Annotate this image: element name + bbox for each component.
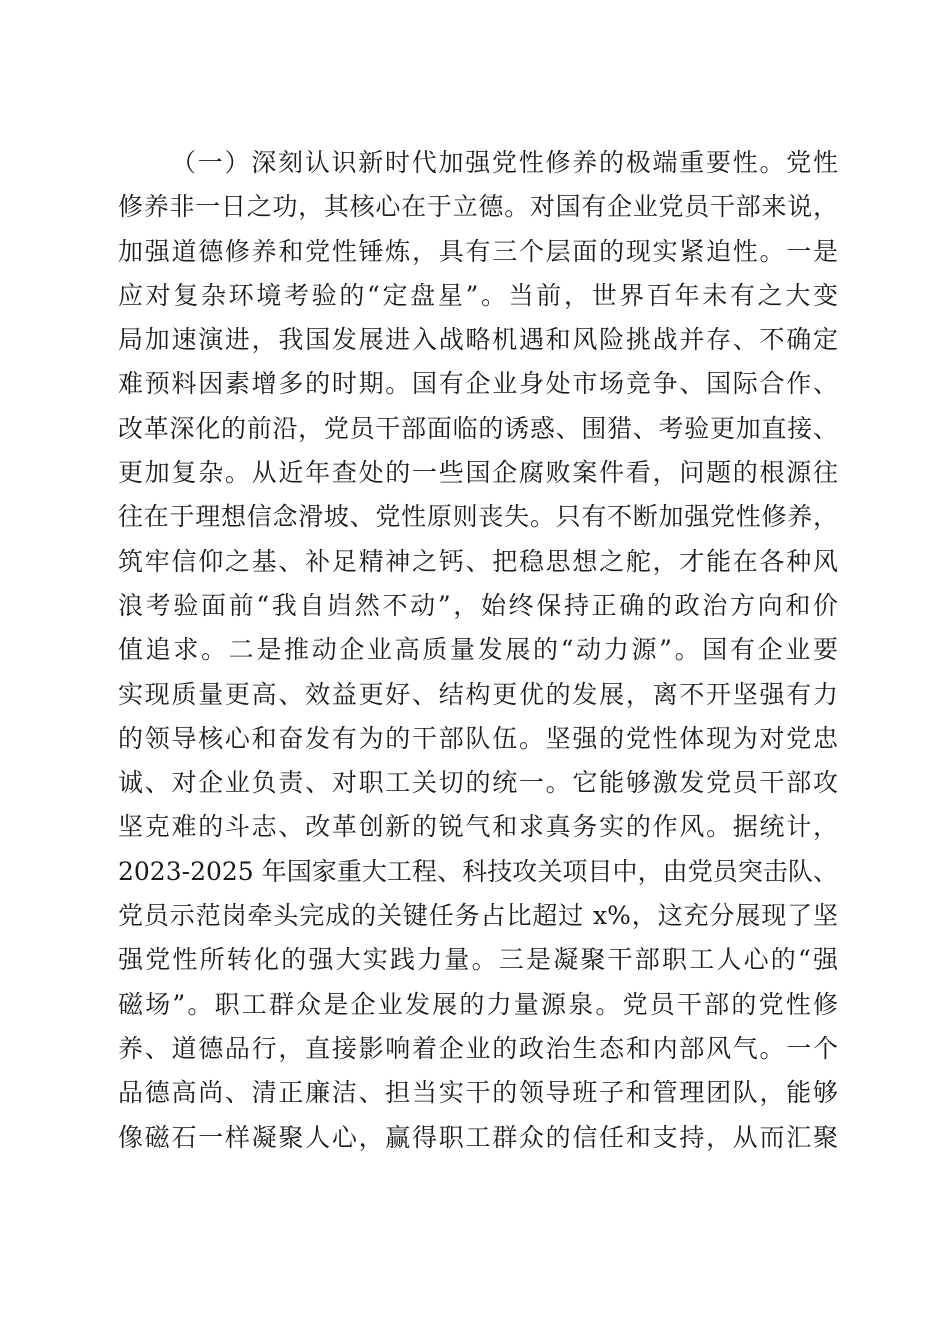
paragraph-line: 养、道德品行，直接影响着企业的政治生态和内部风气。一个 (118, 1033, 838, 1063)
paragraph-line: 更加复杂。从近年查处的一些国企腐败案件看，问题的根源往 (118, 458, 838, 488)
paragraph-line: 浪考验面前“我自岿然不动”，始终保持正确的政治方向和价 (118, 590, 838, 620)
paragraph-line: 值追求。二是推动企业高质量发展的“动力源”。国有企业要 (118, 635, 838, 665)
paragraph-line: 加强道德修养和党性锤炼，具有三个层面的现实紧迫性。一是 (118, 236, 838, 266)
paragraph-line: 实现质量更高、效益更好、结构更优的发展，离不开坚强有力 (118, 679, 838, 709)
paragraph-line: 的领导核心和奋发有为的干部队伍。坚强的党性体现为对党忠 (118, 723, 838, 753)
paragraph-line: 改革深化的前沿，党员干部面临的诱惑、围猎、考验更加直接、 (118, 413, 838, 443)
paragraph-line: 往在于理想信念滑坡、党性原则丧失。只有不断加强党性修养， (118, 502, 838, 532)
paragraph-line: 应对复杂环境考验的“定盘星”。当前，世界百年未有之大变 (118, 280, 838, 310)
paragraph-line: 强党性所转化的强大实践力量。三是凝聚干部职工人心的“强 (118, 945, 838, 975)
paragraph-line: 修养非一日之功，其核心在于立德。对国有企业党员干部来说， (118, 192, 838, 222)
paragraph-line: 局加速演进，我国发展进入战略机遇和风险挑战并存、不确定 (118, 325, 838, 355)
paragraph-line: 难预料因素增多的时期。国有企业身处市场竞争、国际合作、 (118, 369, 838, 399)
paragraph-line: 党员示范岗牵头完成的关键任务占比超过 x%，这充分展现了坚 (118, 901, 838, 931)
paragraph-line: 筑牢信仰之基、补足精神之钙、把稳思想之舵，才能在各种风 (118, 546, 838, 576)
paragraph-line: 坚克难的斗志、改革创新的锐气和求真务实的作风。据统计， (118, 812, 838, 842)
paragraph-line: 2023-2025 年国家重大工程、科技攻关项目中，由党员突击队、 (118, 856, 838, 886)
paragraph-line: 品德高尚、清正廉洁、担当实干的领导班子和管理团队，能够 (118, 1078, 838, 1108)
body-paragraph (118, 141, 838, 1160)
paragraph-line: 诚、对企业负责、对职工关切的统一。它能够激发党员干部攻 (118, 768, 838, 798)
paragraph-line: 磁场”。职工群众是企业发展的力量源泉。党员干部的党性修 (118, 989, 838, 1019)
paragraph-line: （一）深刻认识新时代加强党性修养的极端重要性。党性 (171, 148, 838, 177)
paragraph-line: 像磁石一样凝聚人心，赢得职工群众的信任和支持，从而汇聚 (118, 1122, 838, 1152)
